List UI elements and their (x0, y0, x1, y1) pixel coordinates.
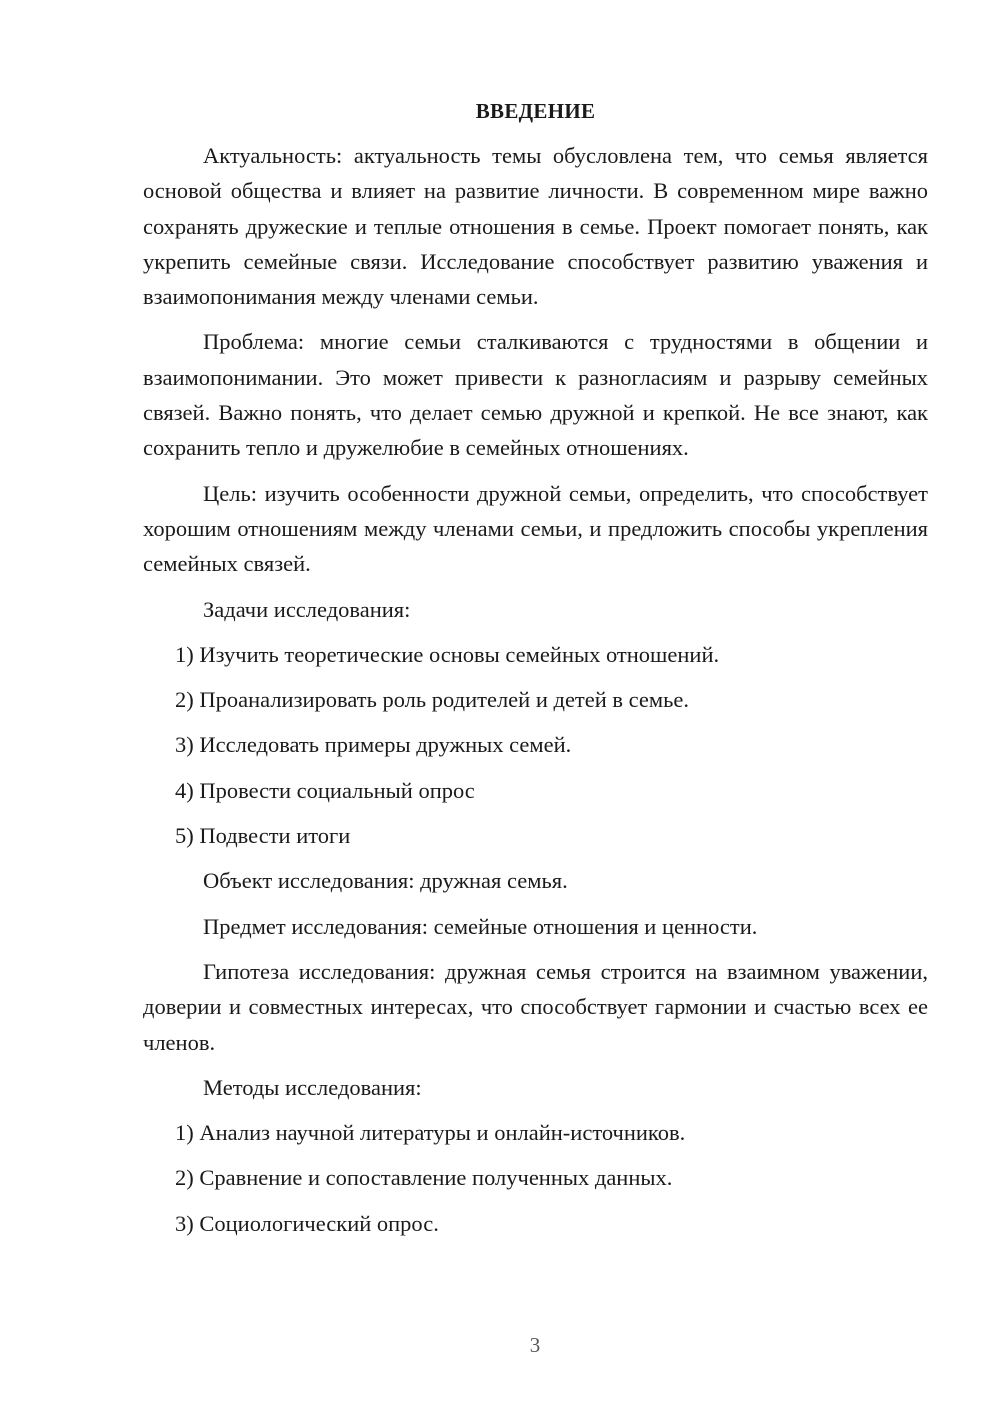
goal-paragraph: Цель: изучить особенности дружной семьи, определить, что способствует хорошим отношениям между членами семьи, и предложить способы укрепления семейных связей. (143, 480, 928, 577)
page-number: 3 (529, 1333, 541, 1357)
relevance-paragraph: Актуальность: актуальность темы обусловлена тем, что семья является основой общества и влияет на развитие личности. В современном мире важно сохранять дружеские и теплые отношения в семье. Проект помогает понять, как укрепить семейные связи. Исследование способствует развитию уважения и взаимопонимания между членами семьи. (143, 143, 928, 310)
task-item: 3) Исследовать примеры дружных семей. (175, 732, 572, 758)
section-heading: ВВЕДЕНИЕ (475, 99, 596, 123)
task-item: 4) Провести социальный опрос (175, 777, 475, 803)
object-line: Объект исследования: дружная семья. (203, 868, 568, 894)
method-item: 2) Сравнение и сопоставление полученных данных. (175, 1165, 673, 1191)
task-item: 1) Изучить теоретические основы семейных отношений. (175, 641, 720, 667)
method-item: 3) Социологический опрос. (175, 1210, 439, 1236)
problem-paragraph: Проблема: многие семьи сталкиваются с трудностями в общении и взаимопонимании. Это может привести к разногласиям и разрыву семейных связей. Важно понять, что делает семью дружной и крепкой. Не все знают, как сохранить тепло и дружелюбие в семейных отношениях. (143, 329, 928, 461)
document-body (143, 96, 928, 1251)
method-item: 1) Анализ научной литературы и онлайн-источников. (175, 1120, 686, 1146)
task-item: 5) Подвести итоги (175, 823, 351, 849)
methods-title: Методы исследования: (203, 1074, 422, 1100)
task-item: 2) Проанализировать роль родителей и детей в семье. (175, 687, 690, 713)
tasks-title: Задачи исследования: (203, 596, 411, 622)
subject-line: Предмет исследования: семейные отношения и ценности. (203, 913, 758, 939)
hypothesis-paragraph: Гипотеза исследования: дружная семья строится на взаимном уважении, доверии и совместных интересах, что способствует гармонии и счастью всех ее членов. (143, 958, 928, 1055)
